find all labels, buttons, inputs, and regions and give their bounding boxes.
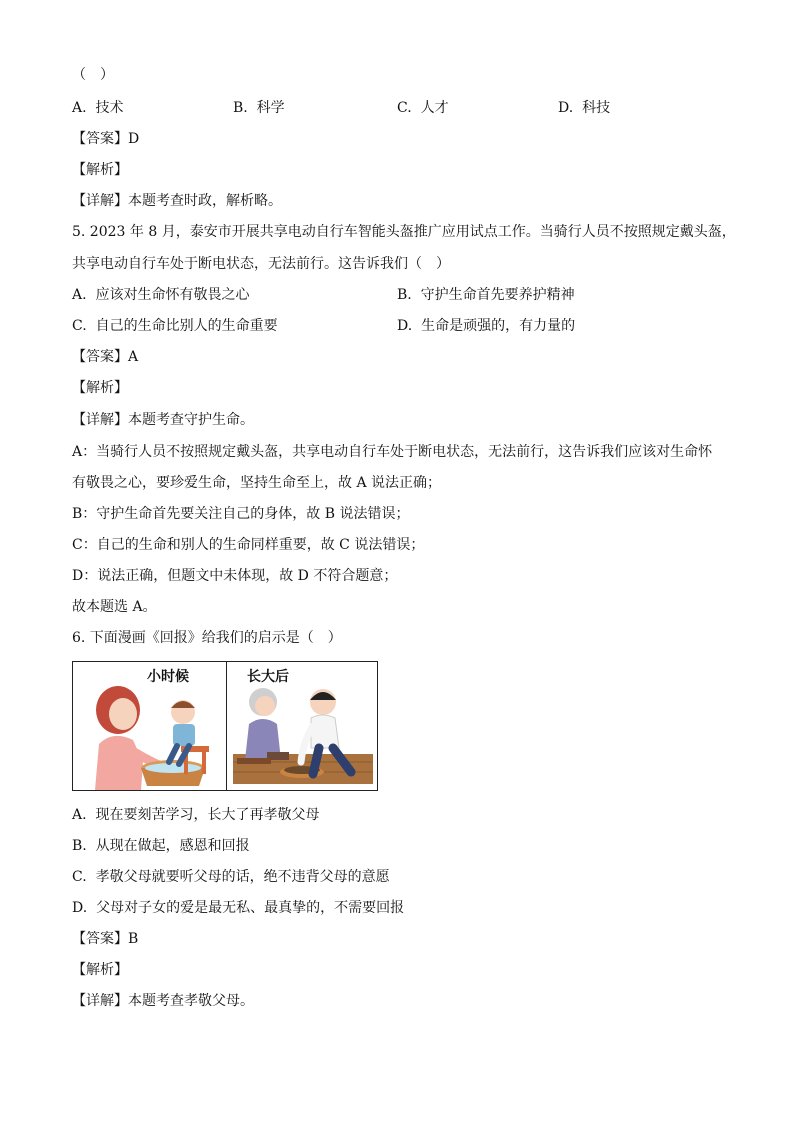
q6-option-b: B. 从现在做起，感恩和回报: [72, 838, 250, 854]
q5-option-d: D. 生命是顽强的，有力量的: [397, 318, 576, 334]
comic-illustration: [72, 661, 378, 791]
q5-answer: 【答案】A: [72, 349, 139, 365]
q5-detail: 【详解】本题考查守护生命。: [72, 412, 254, 428]
q6-detail: 【详解】本题考查孝敬父母。: [72, 993, 254, 1009]
q5-analysis-label: 【解析】: [72, 380, 128, 396]
q4-option-a: A. 技术: [72, 100, 124, 116]
comic-panel-title: 小时候: [147, 669, 189, 685]
q5-explain-line: A：当骑行人员不按照规定戴头盔，共享电动自行车处于断电状态，无法前行，这告诉我们应该对生命怀: [72, 444, 713, 460]
q4-option-d: D. 科技: [558, 100, 611, 116]
q4-answer: 【答案】D: [72, 131, 140, 147]
q6-option-a: A. 现在要刻苦学习，长大了再孝敬父母: [72, 807, 320, 823]
q5-explain-line: B：守护生命首先要关注自己的身体，故 B 说法错误；: [72, 506, 410, 522]
q6-analysis-label: 【解析】: [72, 962, 128, 978]
comic-panel-childhood: [73, 662, 227, 790]
q4-detail: 【详解】本题考查时政，解析略。: [72, 193, 282, 209]
q6-answer: 【答案】B: [72, 931, 139, 947]
q5-explain-line: D：说法正确，但题文中未体现，故 D 不符合题意；: [72, 568, 398, 584]
q5-explain-line: C：自己的生命和别人的生命同样重要，故 C 说法错误；: [72, 537, 425, 553]
q5-option-c: C. 自己的生命比别人的生命重要: [72, 318, 278, 334]
q6-stem: 6. 下面漫画《回报》给我们的启示是（ ）: [72, 630, 342, 646]
q5-option-a: A. 应该对生命怀有敬畏之心: [72, 287, 250, 303]
q5-stem-line2: 共享电动自行车处于断电状态，无法前行。这告诉我们（ ）: [72, 256, 450, 272]
q5-explain-line: 故本题选 A。: [72, 599, 157, 615]
q4-stem-tail: （ ）: [72, 67, 114, 83]
q6-option-d: D. 父母对子女的爱是最无私、最真挚的，不需要回报: [72, 900, 405, 916]
q6-option-c: C. 孝敬父母就要听父母的话，绝不违背父母的意愿: [72, 869, 390, 885]
comic-panel-grown-up: [227, 662, 378, 790]
q5-stem-line1: 5. 2023 年 8 月，泰安市开展共享电动自行车智能头盔推广应用试点工作。当骑行人员不按照规定戴头盔，: [72, 224, 736, 240]
q4-option-c: C. 人才: [397, 100, 449, 116]
q5-option-b: B. 守护生命首先要养护精神: [397, 287, 575, 303]
q4-option-b: B. 科学: [233, 100, 285, 116]
q5-explain-line: 有敬畏之心，要珍爱生命，坚持生命至上，故 A 说法正确；: [72, 475, 442, 491]
comic-panel-title: 长大后: [247, 669, 289, 685]
q4-analysis-label: 【解析】: [72, 162, 128, 178]
